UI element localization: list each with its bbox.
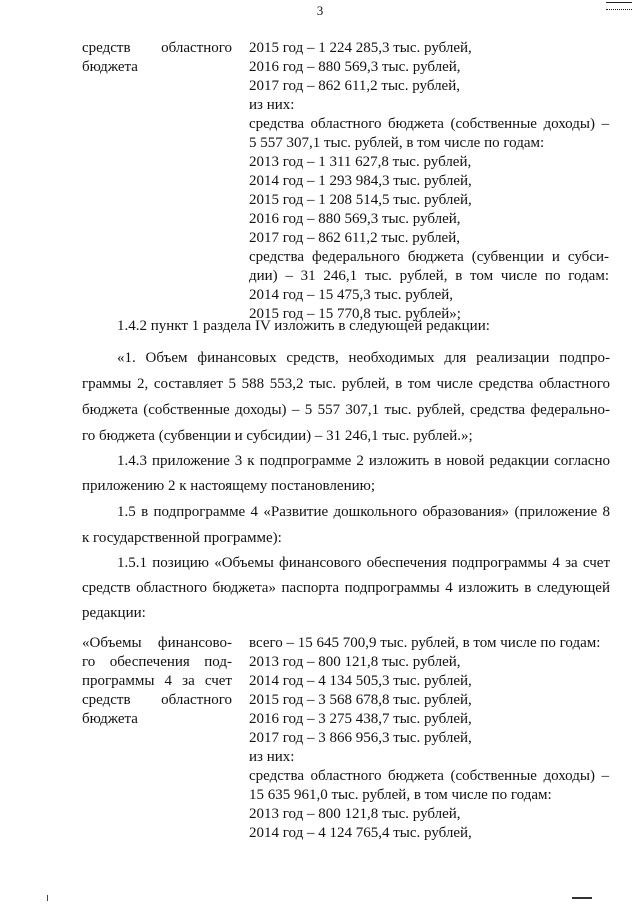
label-line: средств областного (82, 40, 232, 56)
label-line: бюджета (82, 711, 138, 727)
label-line: программы 4 за счет (82, 673, 232, 689)
value-line: 2015 год – 1 224 285,3 тыс. рублей, (249, 40, 472, 56)
paragraph-1-5-line: к государственной программе): (82, 530, 282, 546)
value-line: 2015 год – 15 770,8 тыс. рублей»; (249, 306, 461, 322)
value-line: 5 557 307,1 тыс. рублей, в том числе по годам: (249, 135, 545, 151)
value-line: 2013 год – 800 121,8 тыс. рублей, (249, 806, 461, 822)
value-line: 2017 год – 3 866 956,3 тыс. рублей, (249, 730, 472, 746)
paragraph-1-5-1-line: 1.5.1 позицию «Объемы финансового обеспечения подпрограммы 4 за счет (117, 555, 610, 571)
page-number: 3 (316, 3, 324, 18)
value-line: 2017 год – 862 611,2 тыс. рублей, (249, 78, 460, 94)
value-line: средства федерального бюджета (субвенции и субси- (249, 249, 609, 265)
value-line: 2015 год – 3 568 678,8 тыс. рублей, (249, 692, 472, 708)
value-line: 2014 год – 1 293 984,3 тыс. рублей, (249, 173, 472, 189)
value-line: средства областного бюджета (собственные доходы) – (249, 116, 609, 132)
block1-values (249, 39, 609, 324)
value-line: 2013 год – 1 311 627,8 тыс. рублей, (249, 154, 472, 170)
value-line: 2015 год – 1 208 514,5 тыс. рублей, (249, 192, 472, 208)
value-line: 2013 год – 800 121,8 тыс. рублей, (249, 654, 461, 670)
label-line: го обеспечения под- (82, 654, 232, 670)
value-line: 2016 год – 880 569,3 тыс. рублей, (249, 211, 461, 227)
value-line: из них: (249, 749, 295, 765)
paragraph-1-4-3-line: приложению 2 к настоящему постановлению; (82, 478, 375, 494)
value-line: 2014 год – 4 124 765,4 тыс. рублей, (249, 825, 472, 841)
value-line: 2017 год – 862 611,2 тыс. рублей, (249, 230, 460, 246)
quote-line: го бюджета (субвенции и субсидии) – 31 246,1 тыс. рублей.»; (82, 428, 473, 444)
value-line: 15 635 961,0 тыс. рублей, в том числе по годам: (249, 787, 552, 803)
label-line: бюджета (82, 59, 138, 75)
value-line: 2016 год – 3 275 438,7 тыс. рублей, (249, 711, 472, 727)
value-line: из них: (249, 97, 295, 113)
paragraph-1-5-line: 1.5 в подпрограмме 4 «Развитие дошкольного образования» (приложение 8 (117, 504, 610, 520)
scan-mark-right (572, 897, 592, 902)
block2-label (82, 634, 232, 729)
value-line: 2014 год – 4 134 505,3 тыс. рублей, (249, 673, 472, 689)
quote-line: бюджета (собственные доходы) – 5 557 307,1 тыс. рублей, средства федерально- (82, 402, 610, 418)
value-line: 2014 год – 15 475,3 тыс. рублей, (249, 287, 454, 303)
scan-mark-left (47, 895, 48, 901)
quote-line: граммы 2, составляет 5 588 553,2 тыс. рублей, в том числе средства областного (82, 376, 610, 392)
value-line: 2016 год – 880 569,3 тыс. рублей, (249, 59, 461, 75)
block1-label (82, 39, 232, 77)
corner-scan-mark (606, 2, 632, 10)
paragraph-1-4-3-line: 1.4.3 приложение 3 к подпрограмме 2 изложить в новой редакции согласно (117, 453, 610, 469)
paragraph-1-5-1-line: средств областного бюджета» паспорта подпрограммы 4 изложить в следующей (82, 580, 610, 596)
value-line: средства областного бюджета (собственные доходы) – (249, 768, 609, 784)
paragraph-1-5-1-line: редакции: (82, 605, 146, 621)
label-line: «Объемы финансово- (82, 635, 232, 651)
paragraph-1-4-2: 1.4.2 пункт 1 раздела IV изложить в следующей редакции: (117, 318, 490, 334)
label-line: средств областного (82, 692, 232, 708)
quote-line: «1. Объем финансовых средств, необходимых для реализации подпро- (117, 350, 610, 366)
value-line: всего – 15 645 700,9 тыс. рублей, в том числе по годам: (249, 635, 601, 651)
block2-values (249, 634, 609, 843)
value-line: дии) – 31 246,1 тыс. рублей, в том числе по годам: (249, 268, 609, 284)
